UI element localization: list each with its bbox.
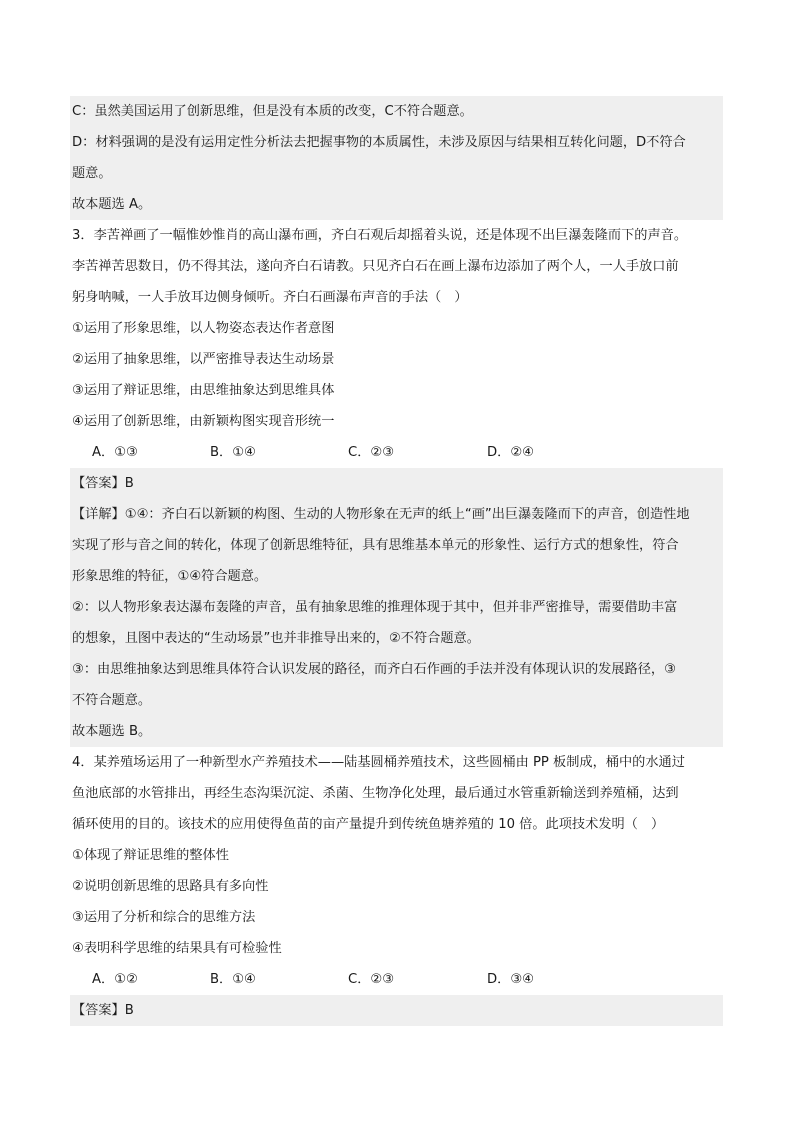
q3-item-3: ③运用了辩证思维，由思维抽象达到思维具体 <box>72 383 335 398</box>
q4-option-b: B．①④ <box>210 972 256 987</box>
q4-option-a: A．①② <box>92 972 138 987</box>
document-page <box>70 96 723 1026</box>
q3-option-a: A．①③ <box>92 445 138 460</box>
q3-option-c: C．②③ <box>348 445 395 460</box>
explanation-c: C：虽然美国运用了创新思维，但是没有本质的改变，C不符合题意。 <box>70 96 723 127</box>
q3-item-2: ②运用了抽象思维，以严密推导表达生动场景 <box>72 352 335 367</box>
q3-detail-line3: 形象思维的特征，①④符合题意。 <box>70 561 723 592</box>
q3-answer: 【答案】B <box>70 468 723 499</box>
q3-detail-line6: ③：由思维抽象达到思维具体符合认识发展的路径，而齐白石作画的手法并没有体现认识的发展路径，③ <box>70 654 723 685</box>
q3-option-b: B．①④ <box>210 445 256 460</box>
q3-stem-line3: 躬身呐喊，一人手放耳边侧身倾听。齐白石画瀑布声音的手法（ ） <box>72 290 468 305</box>
q3-stem-line2: 李苦禅苦思数日，仍不得其法，遂向齐白石请教。只见齐白石在画上瀑布边添加了两个人，一人手放口前 <box>72 259 679 274</box>
q3-detail-line5: 的想象，且图中表达的“生动场景”也并非推导出来的，②不符合题意。 <box>70 623 723 654</box>
explanation-conclusion: 故本题选 A。 <box>70 189 723 220</box>
q3-stem-line1: 3．李苦禅画了一幅惟妙惟肖的高山瀑布画，齐白石观后却摇着头说，还是体现不出巨瀑轰隆而下的声音。 <box>72 228 688 243</box>
q3-detail-line7: 不符合题意。 <box>70 685 723 716</box>
q4-item-3: ③运用了分析和综合的思维方法 <box>72 910 256 925</box>
q3-detail-line2: 实现了形与音之间的转化，体现了创新思维特征，具有思维基本单元的形象性、运行方式的想象性，符合 <box>70 530 723 561</box>
explanation-d-line1: D：材料强调的是没有运用定性分析法去把握事物的本质属性，未涉及原因与结果相互转化问题，D不符合 <box>70 127 723 158</box>
q4-option-c: C．②③ <box>348 972 395 987</box>
q4-stem-line1: 4．某养殖场运用了一种新型水产养殖技术——陆基圆桶养殖技术，这些圆桶由 PP 板制成，桶中的水通过 <box>72 755 685 770</box>
q3-item-1: ①运用了形象思维，以人物姿态表达作者意图 <box>72 321 335 336</box>
q4-stem-line3: 循环使用的目的。该技术的应用使得鱼苗的亩产量提升到传统鱼塘养殖的 10 倍。此项技术发明（ ） <box>72 817 665 832</box>
q3-detail-line4: ②：以人物形象表达瀑布轰隆的声音，虽有抽象思维的推理体现于其中，但并非严密推导，需要借助丰富 <box>70 592 723 623</box>
q4-stem-line2: 鱼池底部的水管排出，再经生态沟渠沉淀、杀菌、生物净化处理，最后通过水管重新输送到养殖桶，达到 <box>72 786 679 801</box>
q3-options <box>70 437 723 468</box>
q4-options <box>70 964 723 995</box>
q3-item-4: ④运用了创新思维，由新颖构图实现音形统一 <box>72 414 335 429</box>
q4-item-1: ①体现了辩证思维的整体性 <box>72 848 229 863</box>
q4-option-d: D．③④ <box>487 972 534 987</box>
q3-conclusion: 故本题选 B。 <box>70 716 723 747</box>
q3-option-d: D．②④ <box>487 445 534 460</box>
explanation-d-line2: 题意。 <box>70 158 723 189</box>
q4-answer: 【答案】B <box>70 995 723 1026</box>
q4-item-2: ②说明创新思维的思路具有多向性 <box>72 879 269 894</box>
q3-detail-line1: 【详解】①④：齐白石以新颖的构图、生动的人物形象在无声的纸上“画”出巨瀑轰隆而下的声音，创造性地 <box>70 499 723 530</box>
q4-item-4: ④表明科学思维的结果具有可检验性 <box>72 941 282 956</box>
